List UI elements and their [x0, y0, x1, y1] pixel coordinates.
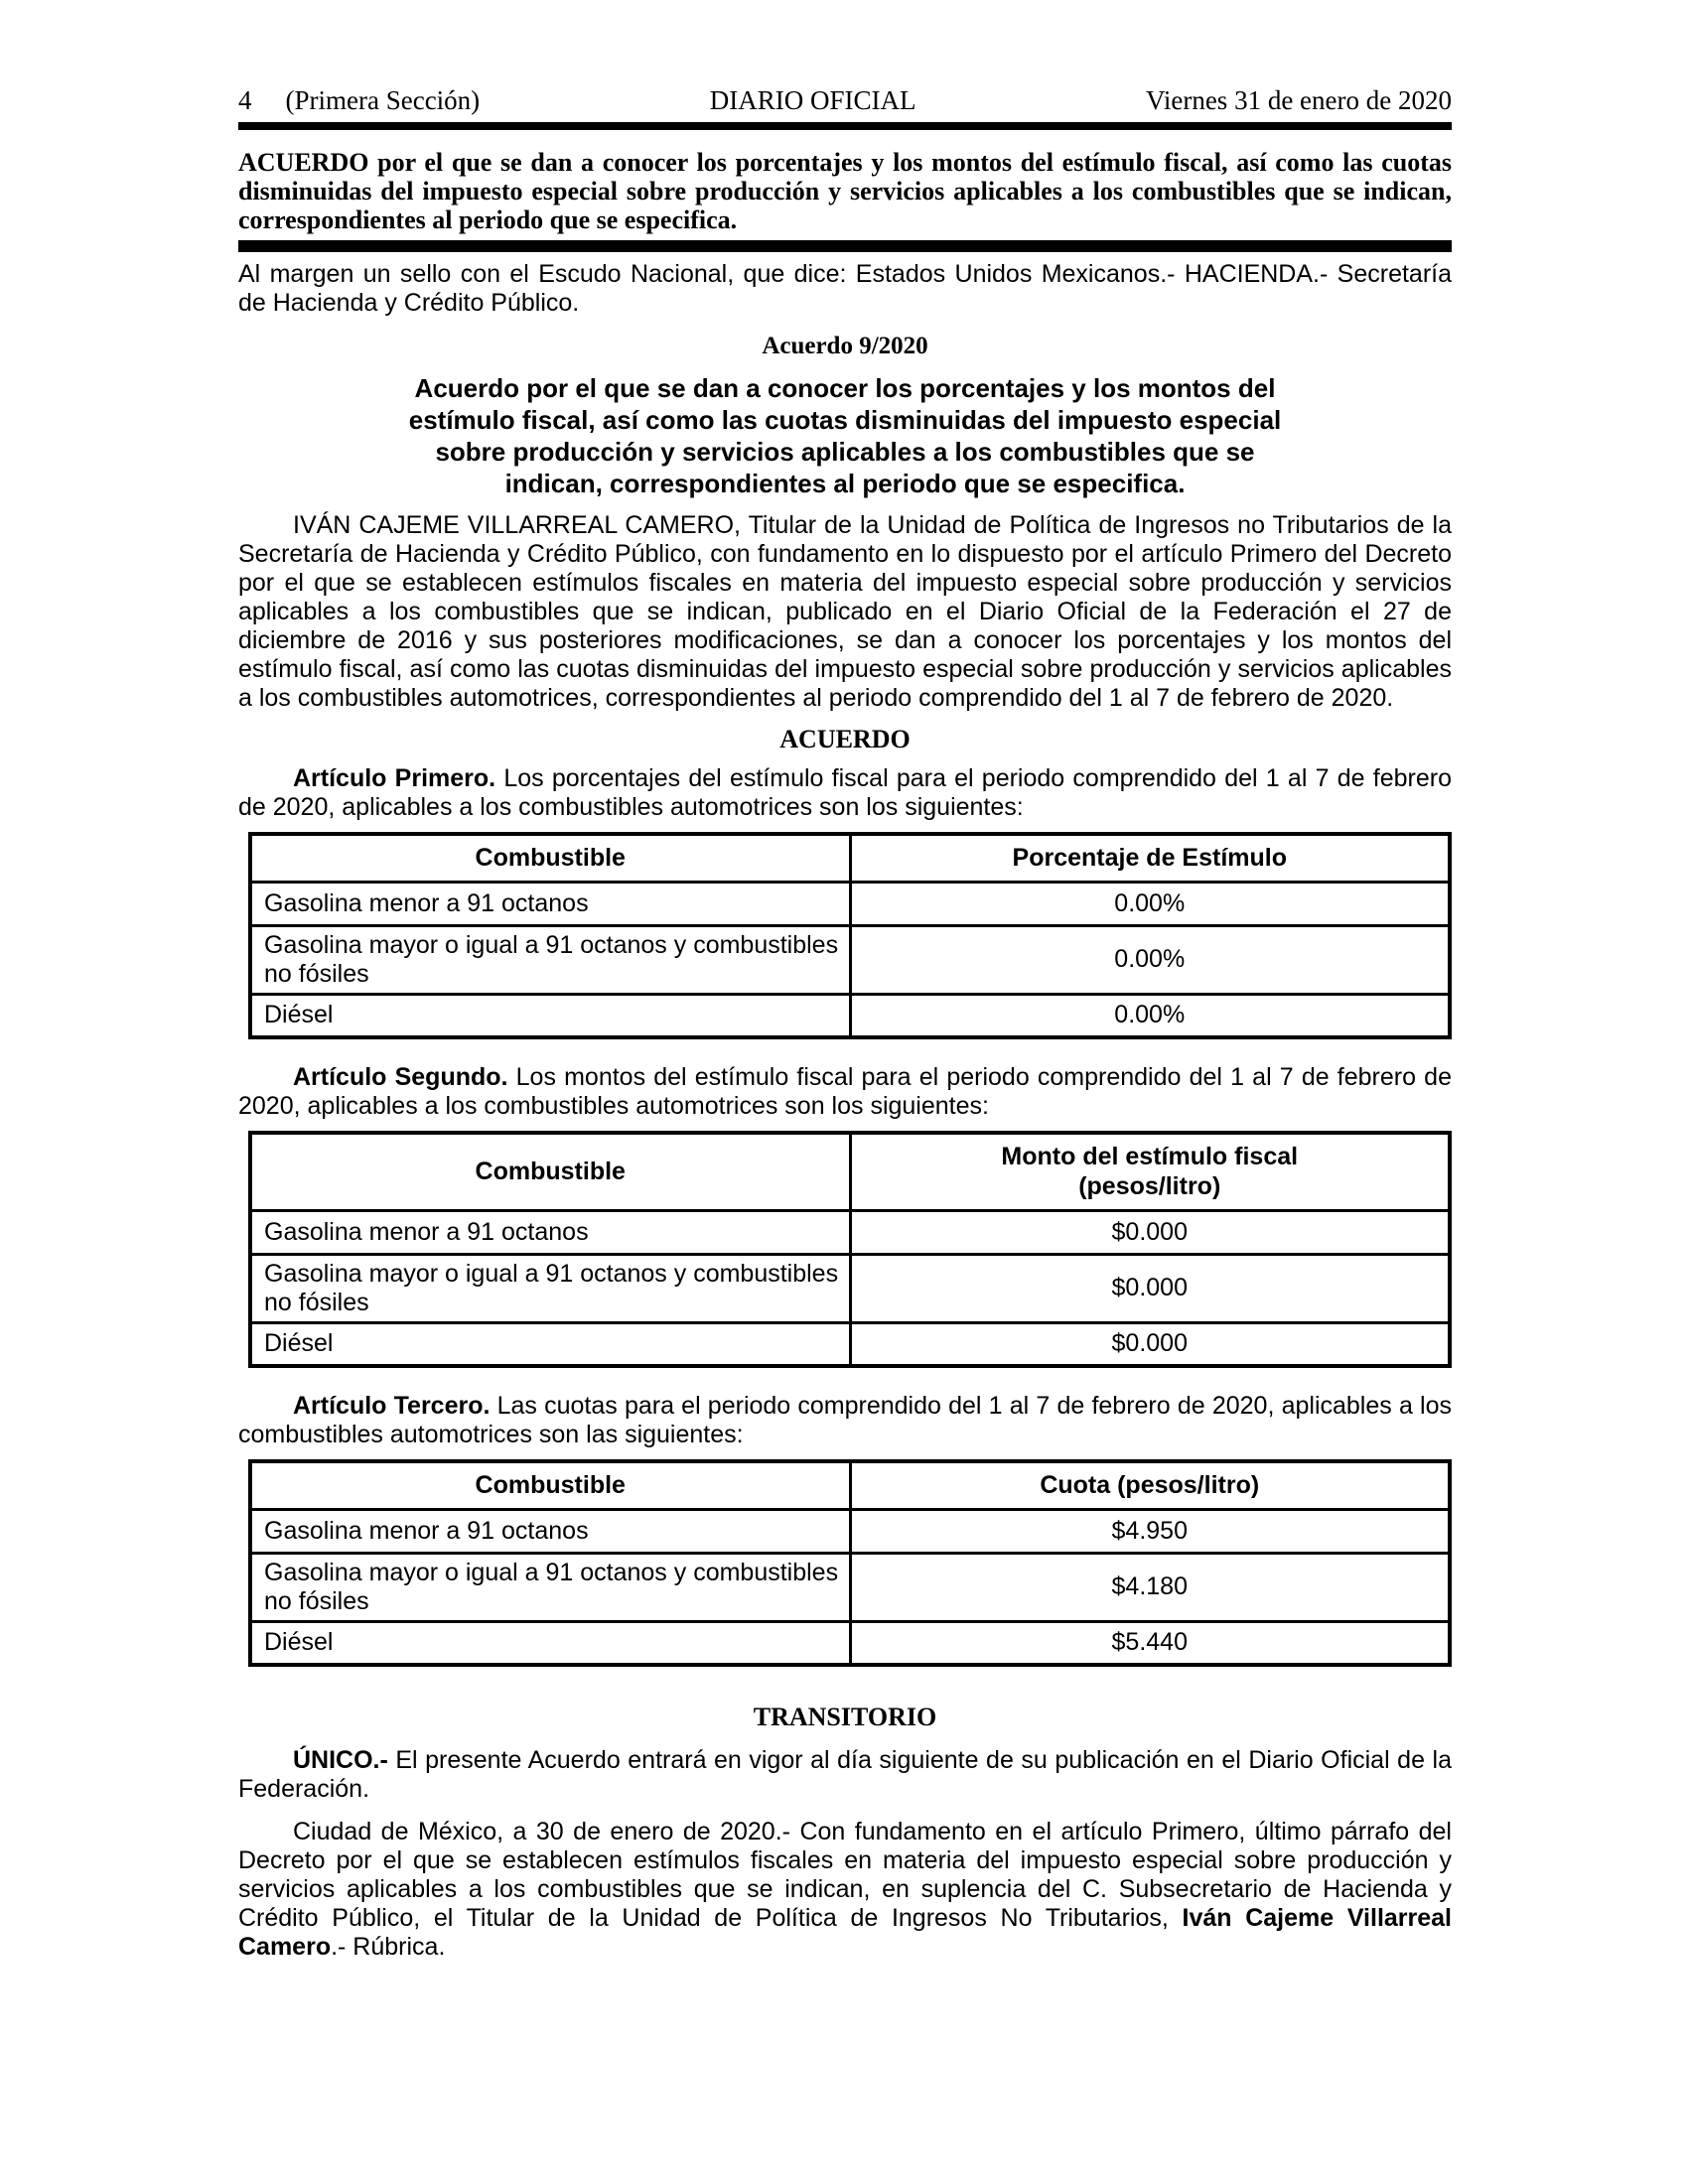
fuel-value: $4.950 — [850, 1509, 1450, 1553]
amount-table — [248, 1131, 1452, 1368]
col-combustible-header: Combustible — [250, 1461, 850, 1509]
articulo-segundo-lead: Artículo Segundo. — [293, 1063, 508, 1091]
col-cuota-header: Cuota (pesos/litro) — [850, 1461, 1450, 1509]
table-row — [250, 1509, 1450, 1553]
percentage-table — [248, 832, 1452, 1039]
subtitle-line: estímulo fiscal, así como las cuotas disminuidas del impuesto especial — [408, 405, 1282, 435]
acuerdo-subtitle — [238, 372, 1452, 499]
intro-text: Titular de la Unidad de Política de Ingresos no Tributarios de la Secretaría de Hacienda y Crédito Público, con fundamento en lo dispuesto por el artículo Primero del Decreto por el que se establecen estímulos fiscales en materia del impuesto especial sobre producción y servicios aplicables a los combustibles que se indican, publicado en el Diario Oficial de la Federación el 27 de diciembre de 2016 y sus posteriores modificaciones, se dan a conocer los porcentajes y los montos del estímulo fiscal, así como las cuotas disminuidas del impuesto especial sobre producción y servicios aplicables a los combustibles automotrices, correspondientes al periodo comprendido del 1 al 7 de febrero de 2020. — [238, 511, 1453, 712]
fuel-name: Gasolina mayor o igual a 91 octanos y combustibles no fósiles — [250, 1553, 850, 1621]
col-combustible-header: Combustible — [250, 834, 850, 882]
fuel-name: Diésel — [250, 1621, 850, 1665]
fuel-name: Diésel — [250, 1322, 850, 1366]
summary-rule — [238, 240, 1452, 252]
acuerdo-heading: ACUERDO — [779, 725, 911, 753]
col-combustible-header: Combustible — [250, 1133, 850, 1210]
fuel-name: Gasolina mayor o igual a 91 octanos y combustibles no fósiles — [250, 1254, 850, 1322]
table-row — [250, 1553, 1450, 1621]
fuel-value: $0.000 — [850, 1210, 1450, 1254]
header-double-rule — [238, 122, 1452, 130]
fuel-name: Gasolina menor a 91 octanos — [250, 1509, 850, 1553]
section-label: (Primera Sección) — [285, 85, 481, 115]
articulo-primero-paragraph — [238, 764, 1452, 822]
closing-paragraph — [238, 1818, 1452, 1962]
signatory-name: Iván Cajeme Villarreal Camero — [238, 1904, 1452, 1961]
col-monto-header-line2: (pesos/litro) — [1078, 1172, 1221, 1201]
articulo-segundo-text: Los montos del estímulo fiscal para el periodo comprendido del 1 al 7 de febrero de 2020, aplicables a los combustibles automotrices son los siguientes: — [238, 1063, 1452, 1120]
table-header-row — [250, 1461, 1450, 1509]
subtitle-line: sobre producción y servicios aplicables a los combustibles que se — [435, 437, 1255, 467]
subtitle-line: Acuerdo por el que se dan a conocer los porcentajes y los montos del — [414, 373, 1276, 403]
articulo-tercero-text: Las cuotas para el periodo comprendido del 1 al 7 de febrero de 2020, aplicables a los combustibles automotrices son las siguientes: — [238, 1392, 1452, 1448]
articulo-segundo-paragraph — [238, 1063, 1452, 1121]
fuel-value: $0.000 — [850, 1322, 1450, 1366]
fuel-name: Gasolina menor a 91 octanos — [250, 1210, 850, 1254]
unico-lead: ÚNICO.- — [293, 1746, 388, 1774]
fuel-value: $0.000 — [850, 1254, 1450, 1322]
unico-text: El presente Acuerdo entrará en vigor al día siguiente de su publicación en el Diario Oficial de la Federación. — [238, 1746, 1452, 1803]
table-row — [250, 882, 1450, 925]
articulo-tercero-paragraph — [238, 1392, 1452, 1449]
journal-title: DIARIO OFICIAL — [709, 85, 916, 115]
articulo-tercero-lead: Artículo Tercero. — [293, 1392, 491, 1420]
fuel-name: Diésel — [250, 994, 850, 1037]
rubrica-text: .- Rúbrica. — [331, 1933, 446, 1961]
table-row — [250, 1254, 1450, 1322]
fuel-value: 0.00% — [850, 925, 1450, 994]
subtitle-line: indican, correspondientes al periodo que se especifica. — [504, 469, 1186, 498]
table-header-row — [250, 1133, 1450, 1210]
table-row — [250, 1322, 1450, 1366]
table-row — [250, 1210, 1450, 1254]
fuel-value: 0.00% — [850, 882, 1450, 925]
margin-seal-note: Al margen un sello con el Escudo Nacional, que dice: Estados Unidos Mexicanos.- HACIENDA.- Secretaría de Hacienda y Crédito Público. — [238, 260, 1452, 317]
table-row — [250, 1621, 1450, 1665]
fuel-name: Gasolina mayor o igual a 91 octanos y combustibles no fósiles — [250, 925, 850, 994]
col-monto-header-line1: Monto del estímulo fiscal — [1001, 1143, 1299, 1171]
quota-table — [248, 1459, 1452, 1667]
table-row — [250, 925, 1450, 994]
acuerdo-number: Acuerdo 9/2020 — [762, 333, 928, 359]
articulo-primero-lead: Artículo Primero. — [293, 764, 496, 792]
table-header-row — [250, 834, 1450, 882]
fuel-value: 0.00% — [850, 994, 1450, 1037]
decree-summary: ACUERDO por el que se dan a conocer los porcentajes y los montos del estímulo fiscal, así como las cuotas disminuidas del impuesto especial sobre producción y servicios aplicables a los combustibles que se indican, correspondientes al periodo que se especifica. — [238, 148, 1452, 234]
articulo-primero-text: Los porcentajes del estímulo fiscal para el periodo comprendido del 1 al 7 de febrero de 2020, aplicables a los combustibles automotrices son los siguientes: — [238, 764, 1452, 821]
intro-paragraph — [238, 511, 1452, 713]
fuel-name: Gasolina menor a 91 octanos — [250, 882, 850, 925]
page-header — [238, 0, 1452, 116]
table-row — [250, 994, 1450, 1037]
closing-text: Ciudad de México, a 30 de enero de 2020.- Con fundamento en el artículo Primero, último párrafo del Decreto por el que se establecen estímulos fiscales en materia del impuesto especial sobre producción y servicios aplicables a los combustibles que se indican, en suplencia del C. Subsecretario de Hacienda y Crédito Público, el Titular de la Unidad de Política de Ingresos No Tributarios, — [238, 1818, 1452, 1932]
fuel-value: $4.180 — [850, 1553, 1450, 1621]
col-porcentaje-header: Porcentaje de Estímulo — [850, 834, 1450, 882]
page-number: 4 — [238, 85, 252, 115]
fuel-value: $5.440 — [850, 1621, 1450, 1665]
col-monto-header — [850, 1133, 1450, 1210]
transitorio-heading: TRANSITORIO — [753, 1703, 937, 1731]
unico-paragraph — [238, 1746, 1452, 1804]
header-date: Viernes 31 de enero de 2020 — [1145, 85, 1452, 115]
official-name-caps: IVÁN CAJEME VILLARREAL CAMERO, — [293, 511, 742, 539]
header-left — [238, 85, 480, 116]
